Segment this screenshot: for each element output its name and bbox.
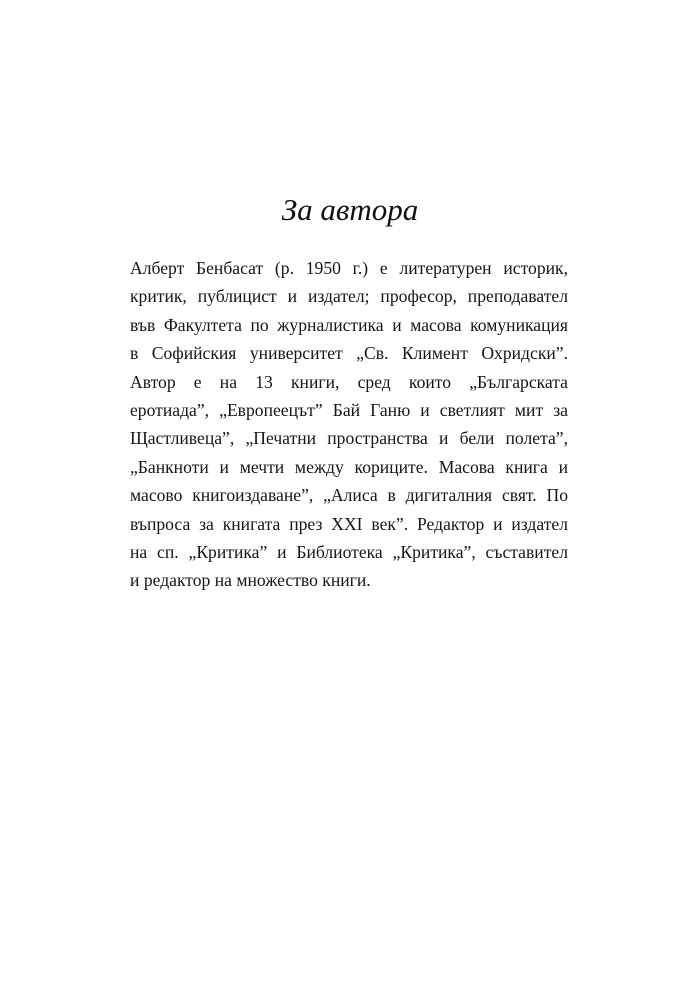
bio-line-4: в Софийския университет „Св. Климент Охридски”.: [130, 343, 568, 364]
bio-line-11: на сп. „Критика” и Библиотека „Критика”, съставител: [130, 541, 568, 562]
bio-line-9: масово книгоиздаване”, „Алиса в дигиталния свят. По: [130, 485, 568, 506]
bio-line-5: Автор е на 13 книги, сред които „Българската: [130, 371, 568, 392]
author-bio-paragraph: [130, 254, 568, 595]
bio-line-10: въпроса за книгата през XXI век”. Редактор и издател: [130, 513, 568, 534]
bio-line-1: Алберт Бенбасат (р. 1950 г.) е литературен историк,: [130, 258, 568, 278]
bio-line-3: във Факултета по журналистика и масова комуникация: [130, 314, 568, 335]
bio-line-2: критик, публицист и издател; професор, преподавател: [130, 286, 568, 307]
bio-line-8: „Банкноти и мечти между кориците. Масова книга и: [130, 456, 568, 477]
bio-line-7: Щастливеца”, „Печатни пространства и бели полета”,: [130, 428, 568, 449]
bio-line-6: еротиада”, „Европеецът” Бай Ганю и светлият мит за: [130, 399, 568, 420]
bio-line-12: и редактор на множество книги.: [130, 570, 371, 591]
page-title: За автора: [281, 192, 419, 227]
